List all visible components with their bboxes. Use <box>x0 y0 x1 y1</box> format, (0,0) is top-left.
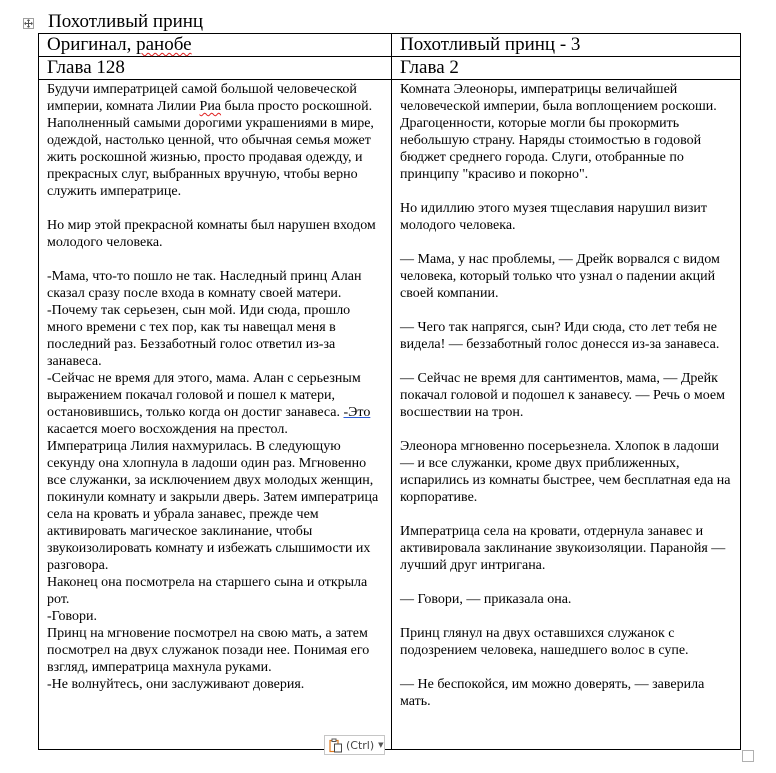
comparison-table <box>38 33 741 750</box>
left-chapter-label: Глава 128 <box>47 57 125 78</box>
grammar-flag-word: -Это <box>343 405 371 420</box>
empty-paragraph <box>47 200 383 217</box>
paragraph: -Не волнуйтесь, они заслуживают доверия. <box>47 677 305 692</box>
empty-paragraph <box>400 183 732 200</box>
right-source-cell[interactable] <box>392 34 741 57</box>
paragraph: Императрица Лилия нахмурилась. В следующую секунду она хлопнула в ладоши один раз. Мгновенно все служанки, за исключением двух молодых женщин, покинули комнату и закрыли дверь. Затем императрица села на кровать и убрала занавес, прежде чем активировать магическое заклинание, чтобы звукоизолировать комнату и избежать слышимости их разговора. <box>47 439 382 573</box>
clipboard-icon <box>329 738 343 753</box>
document-title: Похотливый принц <box>48 11 204 32</box>
empty-paragraph <box>400 234 732 251</box>
left-text-cell[interactable] <box>39 80 392 750</box>
paragraph: -Говори. <box>47 609 98 624</box>
paragraph: Принц глянул на двух оставшихся служанок с подозрением человека, нашедшего волос в супе. <box>400 626 689 658</box>
paragraph: Комната Элеоноры, императрицы величайшей человеческой империи, была воплощением роскоши. Драгоценности, которые могли бы прокормить небольшую страну. Наряды стоимостью в годовой бюджет среднего города. Слуги, отобранные по принципу "красиво и покорно". <box>400 82 721 182</box>
paragraph: Но мир этой прекрасной комнаты был нарушен входом молодого человека. <box>47 218 380 250</box>
paragraph: — Чего так напрягся, сын? Иди сюда, сто лет тебя не видела! — беззаботный голос донесся из-за занавеса. <box>400 320 721 352</box>
paragraph: — Сейчас не время для сантиментов, мама, — Дрейк покачал головой и подошел к занавесу. — Речь о моем восшествии на трон. <box>400 371 729 420</box>
empty-paragraph <box>400 353 732 370</box>
right-chapter-cell[interactable] <box>392 57 741 80</box>
left-source-text: Оригинал, ранобе <box>47 34 192 55</box>
paste-options-button[interactable] <box>324 735 385 755</box>
paragraph: Элеонора мгновенно посерьезнела. Хлопок в ладоши — и все служанки, кроме двух приближенных, испарились из комнаты быстрее, чем бесплатная еда на корпоративе. <box>400 439 735 505</box>
empty-paragraph <box>400 421 732 438</box>
paragraph: Будучи императрицей самой большой человеческой империи, комната Лилии Риа была просто роскошной. Наполненный самыми дорогими украшениями в мире, одеждой, настолько ценной, что обычная семья может жить роскошной жизнью, просто продавая одежду, и прекрасных слуг, выбранных вручную, чтобы верно служить императрице. <box>47 82 378 199</box>
empty-paragraph <box>400 574 732 591</box>
chevron-down-icon: ▼ <box>378 741 384 749</box>
empty-paragraph <box>400 659 732 676</box>
paragraph: Императрица села на кровати, отдернула занавес и активировала заклинание звукоизоляции. Паранойя — лучший друг интригана. <box>400 524 729 573</box>
four-way-arrow-icon <box>24 19 33 28</box>
paragraph: -Сейчас не время для этого, мама. Алан с серьезным выражением покачал головой и пошел к матери, остановившись, только когда он достиг занавеса. -Это касается моего восхождения на престол. <box>47 371 374 437</box>
paragraph: Принц на мгновение посмотрел на свою мать, а затем посмотрел на двух служанок позади нее. Понимая его взгляд, императрица махнула руками. <box>47 626 373 675</box>
spellcheck-word: Риа <box>199 99 222 114</box>
paragraph: — Говори, — приказала она. <box>400 592 572 607</box>
resize-square-icon[interactable] <box>742 750 754 762</box>
table-move-handle[interactable] <box>23 18 34 29</box>
left-source-label <box>47 34 192 55</box>
paragraph: Но идиллию этого музея тщеславия нарушил визит молодого человека. <box>400 201 711 233</box>
empty-paragraph <box>400 506 732 523</box>
right-source-label: Похотливый принц - 3 <box>400 34 581 55</box>
paragraph: -Почему так серьезен, сын мой. Иди сюда, прошло много времени с тех пор, как ты навещал меня в последний раз. Беззаботный голос ответил из-за занавеса. <box>47 303 354 369</box>
empty-paragraph <box>47 251 383 268</box>
right-text-cell[interactable] <box>392 80 741 750</box>
paste-options-label: (Ctrl) <box>346 738 375 752</box>
paragraph: -Мама, что-то пошло не так. Наследный принц Алан сказал сразу после входа в комнату своей матери. <box>47 269 365 301</box>
empty-paragraph <box>400 608 732 625</box>
left-chapter-cell[interactable] <box>39 57 392 80</box>
paragraph: — Мама, у нас проблемы, — Дрейк ворвался с видом человека, который только что узнал о падении акций своей компании. <box>400 252 724 301</box>
left-source-cell[interactable] <box>39 34 392 57</box>
paragraph: Наконец она посмотрела на старшего сына и открыла рот. <box>47 575 371 607</box>
spellcheck-word: ранобе <box>136 34 192 55</box>
empty-paragraph <box>400 302 732 319</box>
right-chapter-label: Глава 2 <box>400 57 459 78</box>
paragraph: — Не беспокойся, им можно доверять, — заверила мать. <box>400 677 708 709</box>
